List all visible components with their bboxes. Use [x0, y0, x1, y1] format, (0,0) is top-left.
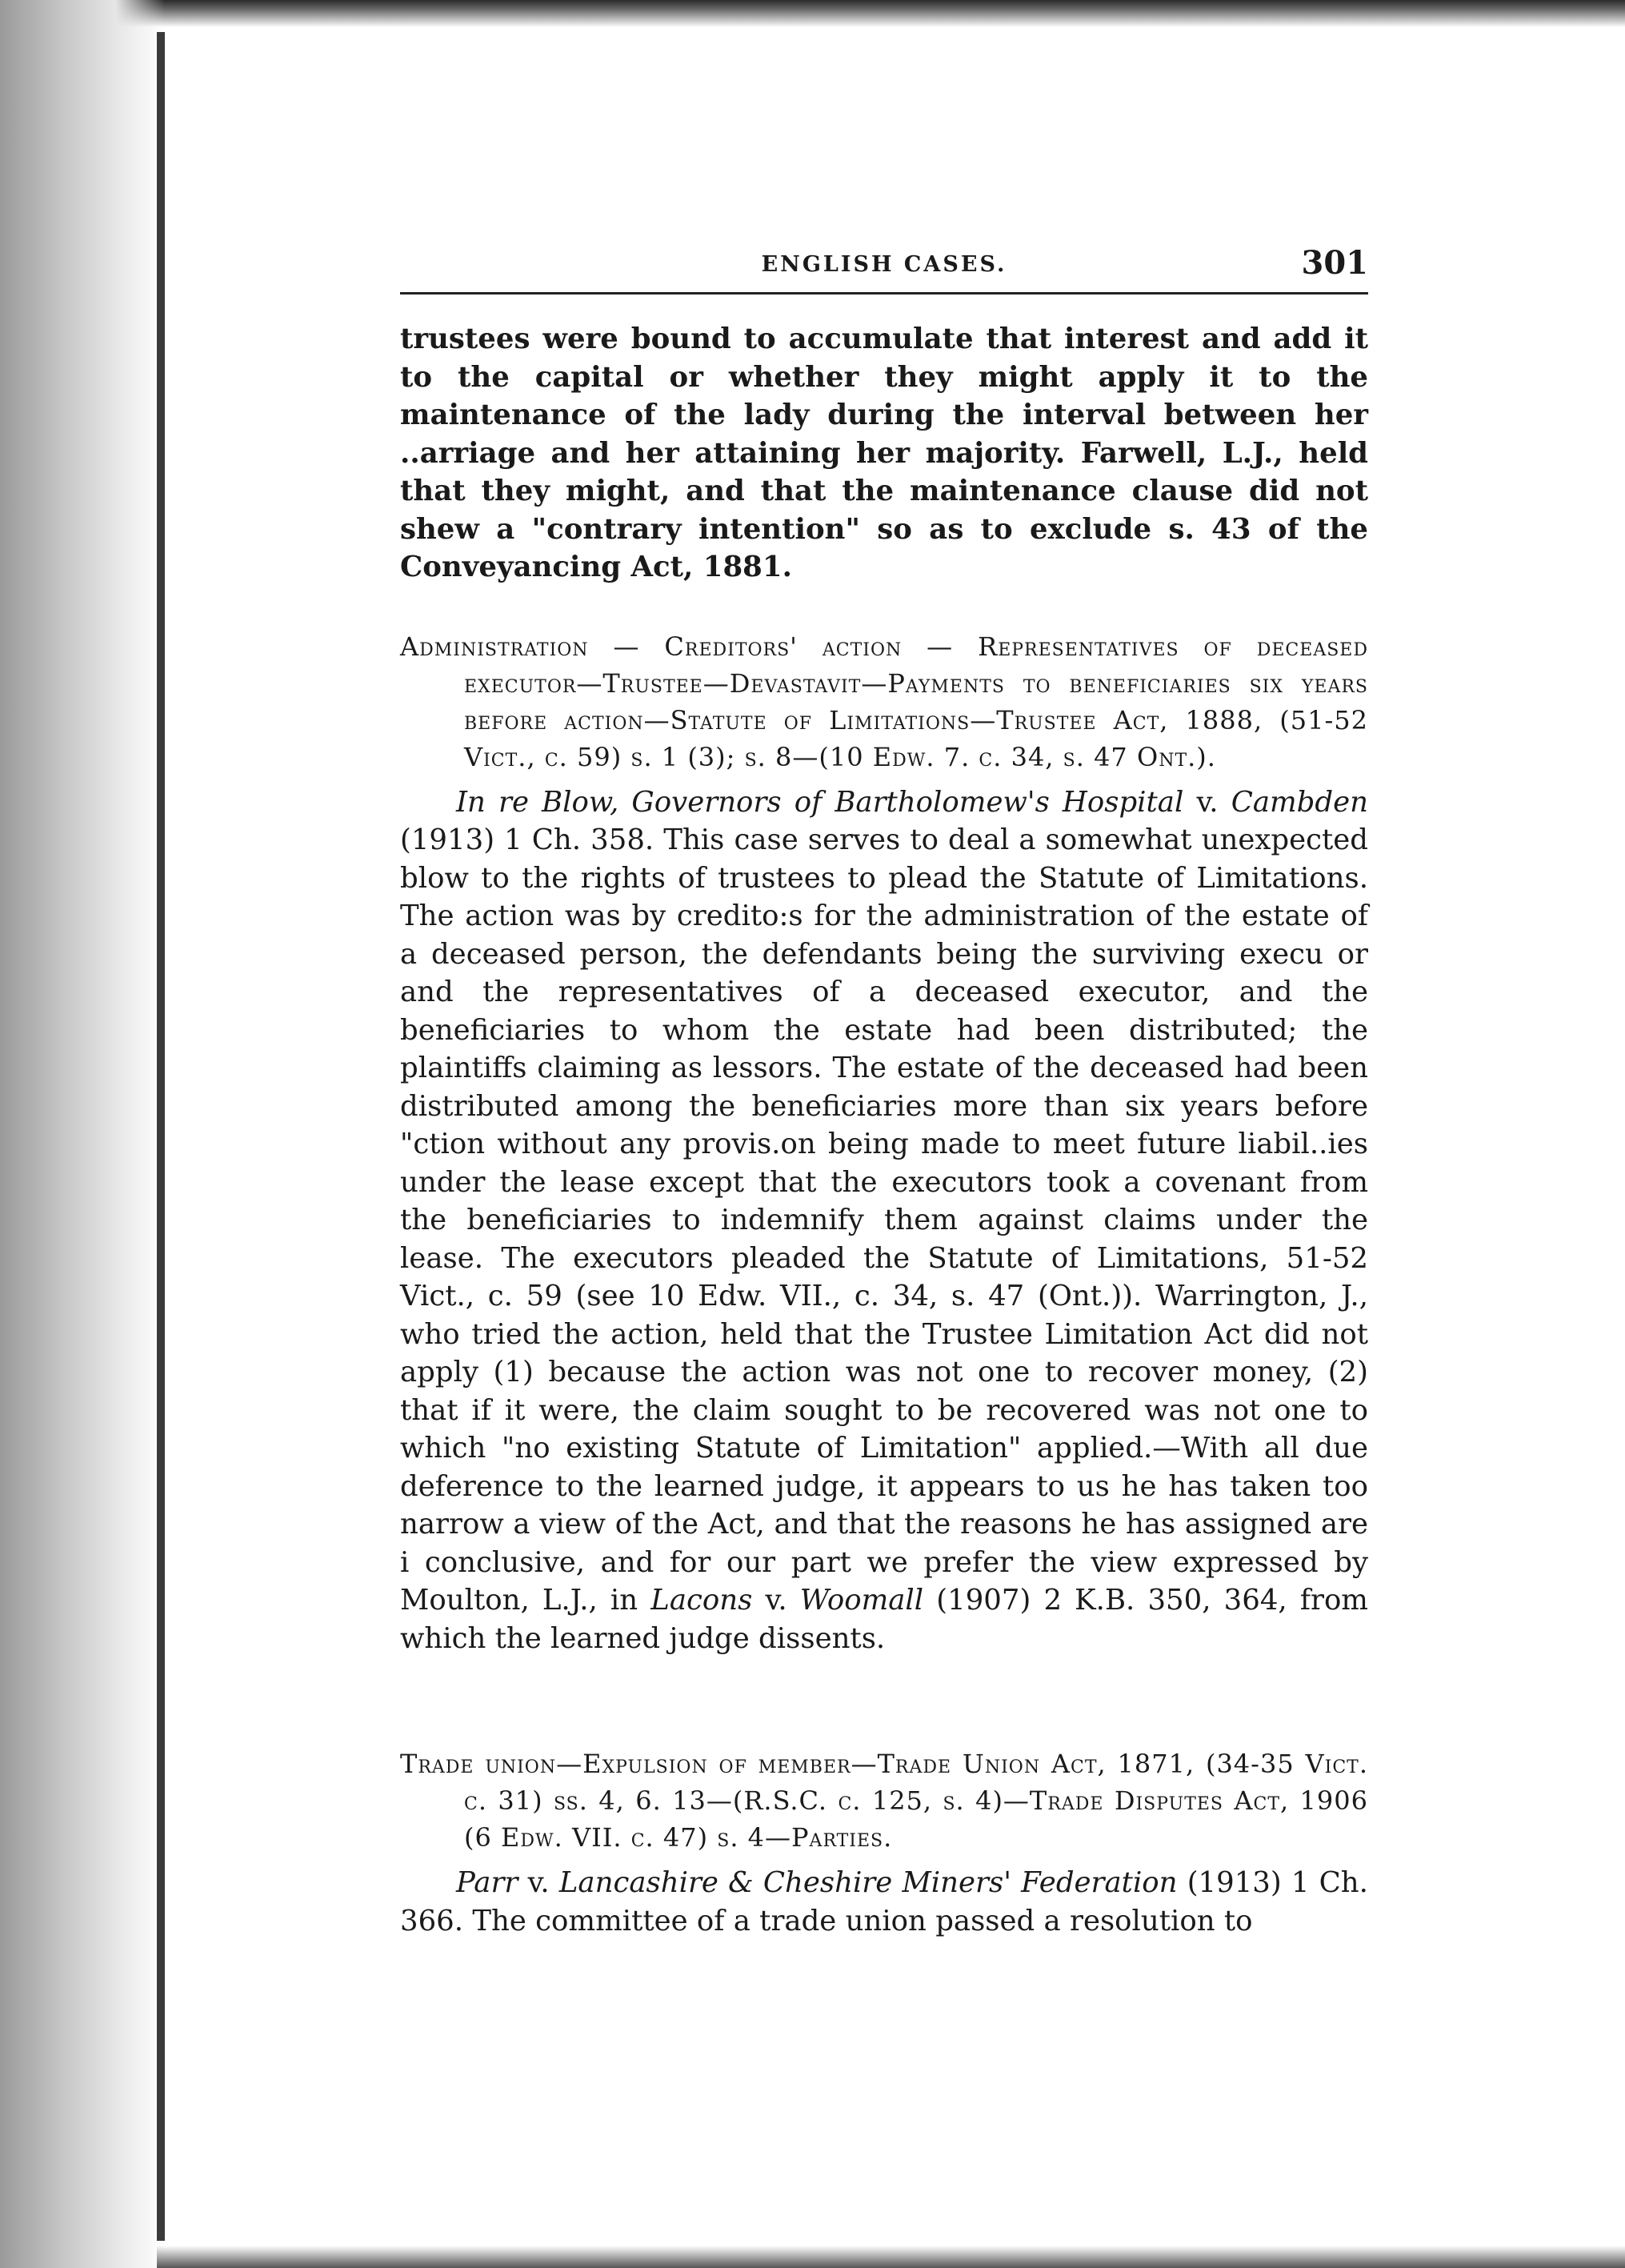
case-versus: v.	[1196, 785, 1219, 819]
citation-case-2: Woomall	[799, 1584, 924, 1617]
case-defendant: Cambden	[1231, 785, 1368, 819]
case-body: (1913) 1 Ch. 358. This case serves to deal a somewhat unexpected blow to the rights of trustees to plead the Statute of Limitations. The action was by credito:s for the administration of the estate of a deceased person, the defendants being the surviving execu or and the representatives of a deceased executor, and the beneficiaries to whom the estate had been distributed; the plaintiffs claiming as lessors. The estate of the deceased had been distributed among the beneficiaries more than six years before "ction without any provis.on being made to meet future liabil..ies under the lease except that the executors took a covenant from the beneficiaries to indemnify them against claims under the lease. The executors pleaded the Statute of Limitations, 51-52 Vict., c. 59 (see 10 Edw. VII., c. 34, s. 47 (Ont.)). Warrington, J., who tried the action, held that the Trustee Limitation Act did not apply (1) because the action was not one to recover money, (2) that if it were, the claim sought to be recovered was not one to which "no existing Statute of Limitation" applied.—With all due deference to the learned judge, it appears to us he has taken too narrow a view of the Act, and that the reasons he has assigned are i conclusive, and for our part we prefer the view expressed by Moulton, L.J., in	[400, 823, 1368, 1617]
citation-versus: v.	[765, 1584, 787, 1617]
case-body: (1913) 1 Ch. 366. The committee of a trade union passed a resolution to	[400, 1866, 1368, 1937]
running-title: ENGLISH CASES.	[761, 252, 1007, 277]
case-name: In re Blow, Governors of Bartholomew's Hospital	[456, 785, 1184, 819]
paragraph-continuation: trustees were bound to accumulate that interest and add it to the capital or whether they might apply it to the maintenance of the lady during the interval between her ..arriage and her attaining her majority. Farwell, L.J., held that they might, and that the maintenance clause did not shew a "contrary intention" so as to exclude s. 43 of the Conveyancing Act, 1881.	[400, 323, 1368, 583]
case-paragraph-parr	[400, 1864, 1368, 1940]
running-header	[400, 244, 1368, 295]
scan-shadow-top	[0, 0, 1625, 27]
section-heading-trade-union: Trade union—Expulsion of member—Trade Union Act, 1871, (34-35 Vict. c. 31) ss. 4, 6. 13—(R.S.C. c. 125, s. 4)—Trade Disputes Act, 1906 (6 Edw. VII. c. 47) s. 4—Parties.	[400, 1749, 1368, 1853]
case-body-end: (1907) 2 K.B. 350, 364, from which the learned judge dissents.	[400, 1584, 1368, 1655]
section-heading-administration: Administration — Creditors' action — Representatives of deceased executor—Trustee—Devastavit—Payments to beneficiaries six years before action—Statute of Limitations—Trustee Act, 1888, (51-52 Vict., c. 59) s. 1 (3); s. 8—(10 Edw. 7. c. 34, s. 47 Ont.).	[400, 631, 1368, 772]
scan-shadow-left	[0, 0, 165, 2268]
case-versus: v.	[527, 1866, 550, 1899]
case-name: Parr	[456, 1866, 518, 1899]
scan-shadow-bottom	[157, 2246, 1625, 2268]
case-defendant: Lancashire & Cheshire Miners' Federation	[558, 1866, 1178, 1899]
case-paragraph-blow	[400, 783, 1368, 1658]
page-number: 301	[1301, 244, 1368, 282]
book-gutter	[157, 32, 165, 2241]
citation-case-1: Lacons	[650, 1584, 753, 1617]
book-page	[400, 244, 1368, 1940]
